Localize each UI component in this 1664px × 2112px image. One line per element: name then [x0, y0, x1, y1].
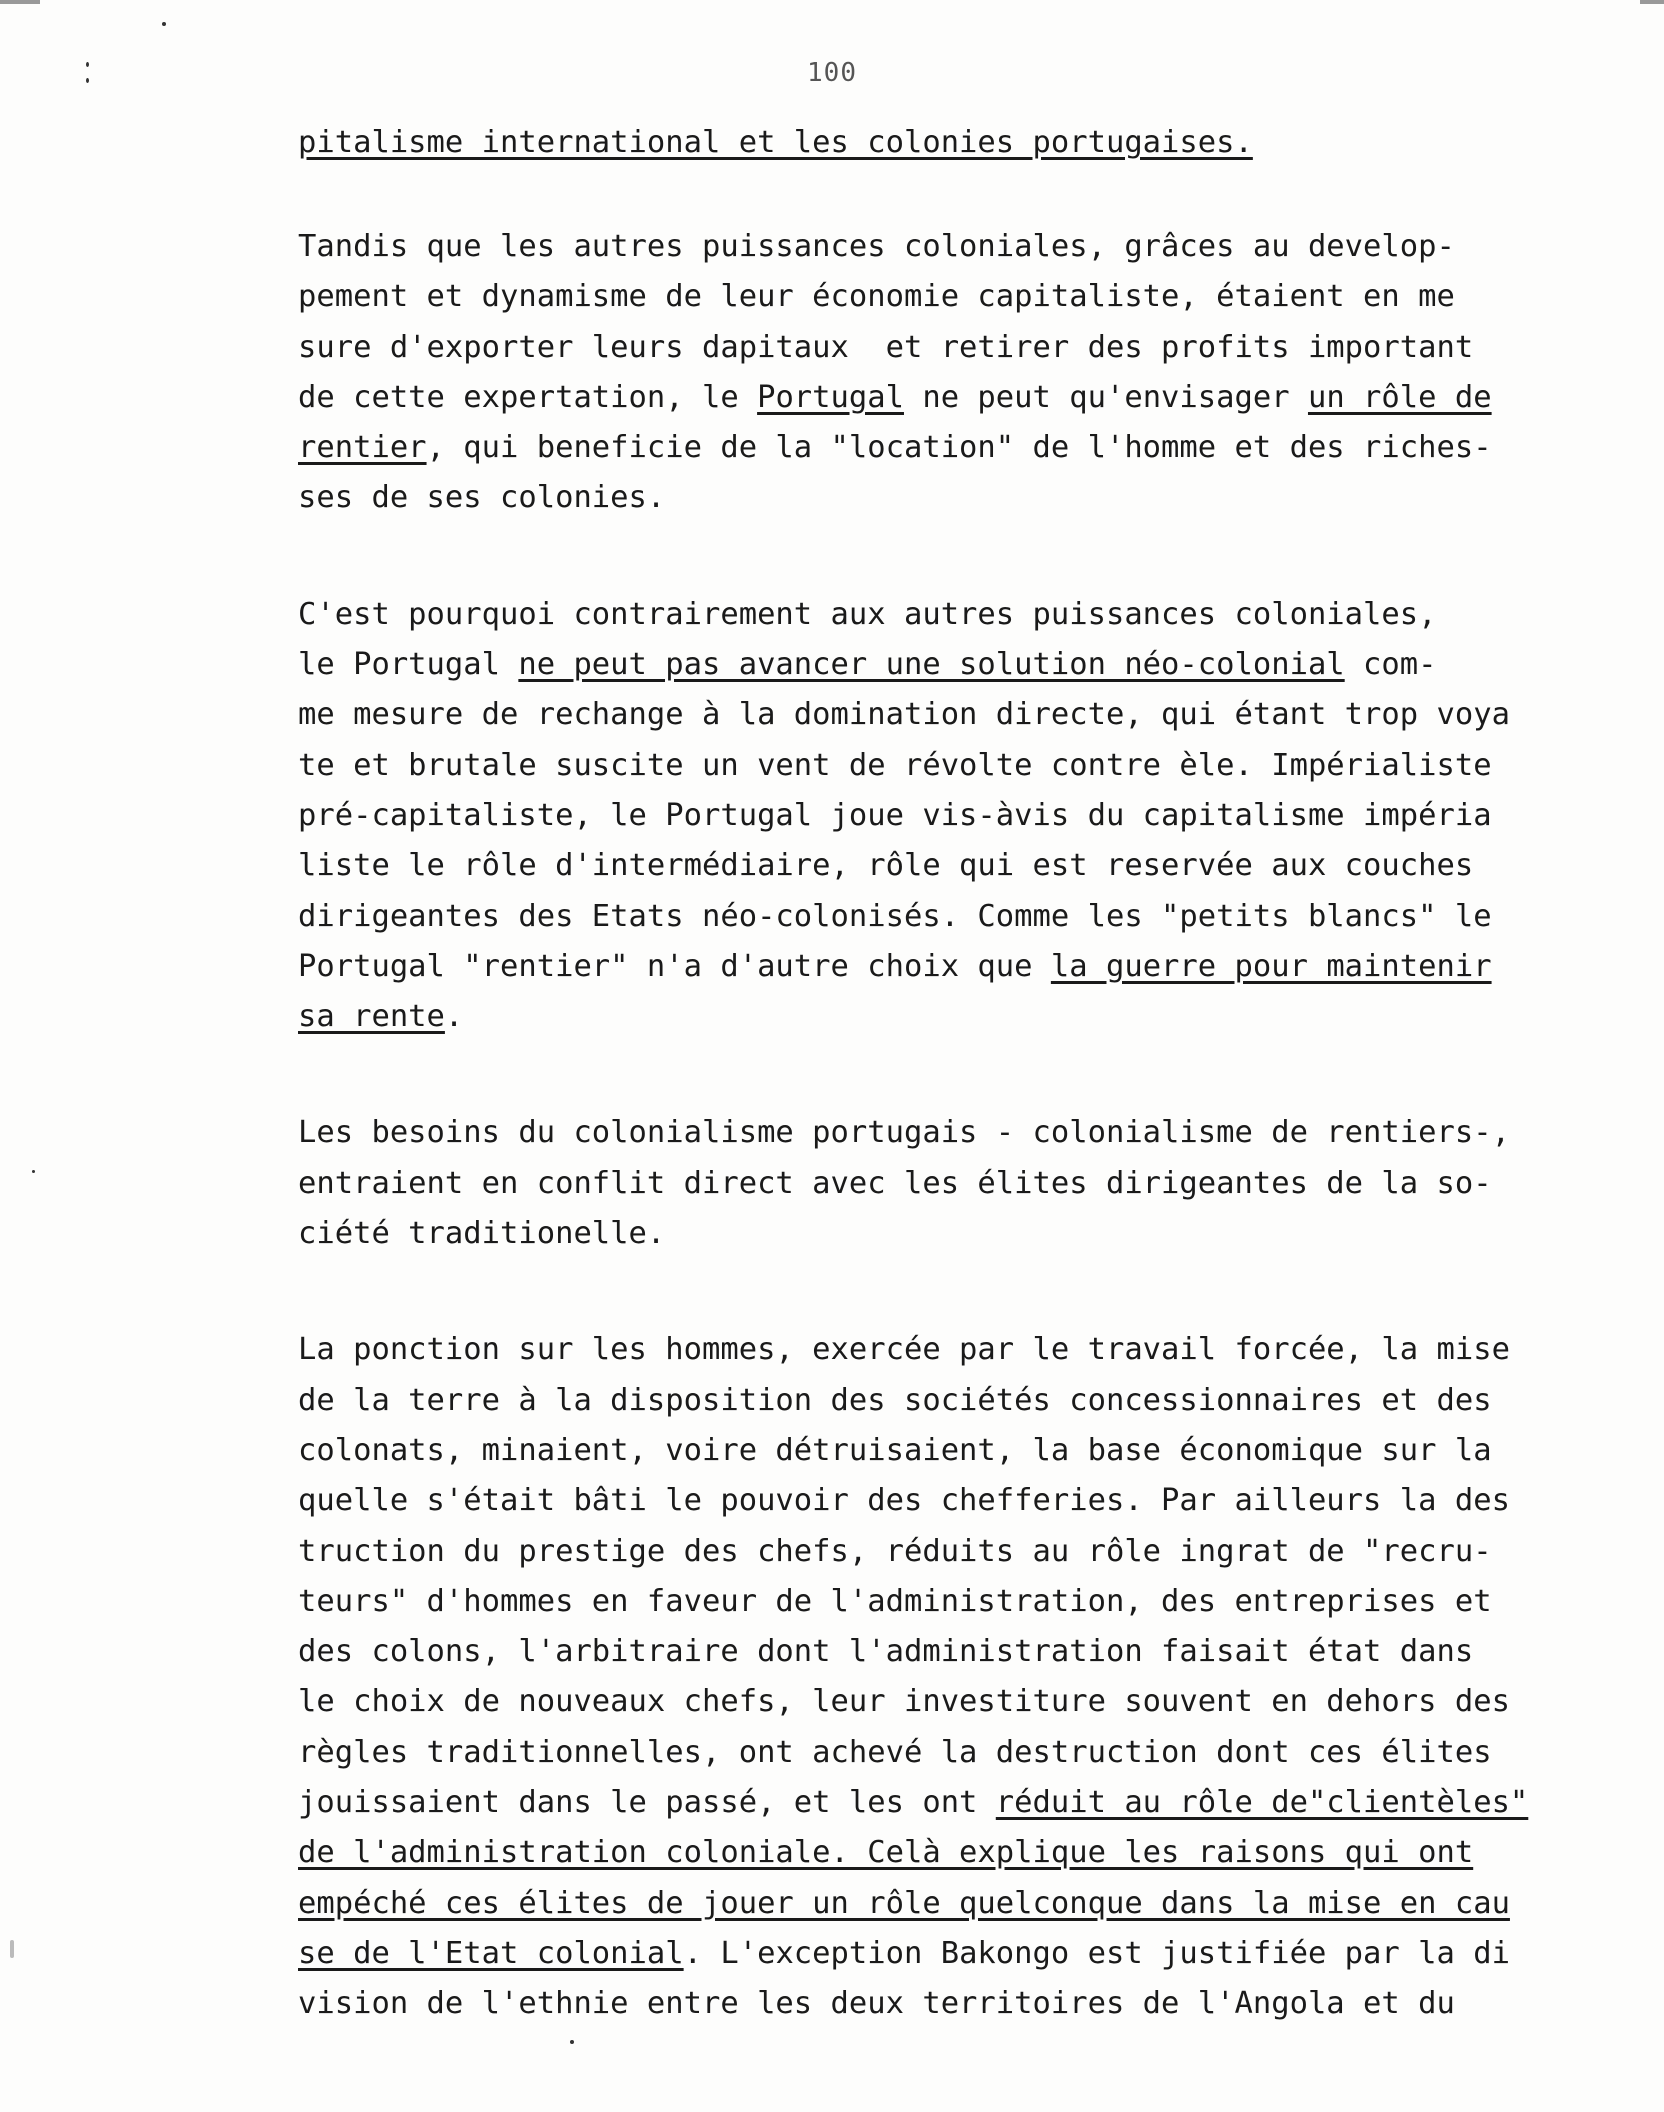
text-fragment: jouissaient dans le passé, et les ont	[298, 1785, 996, 1821]
text-line: le choix de nouveaux chefs, leur investiture souvent en dehors des	[298, 1684, 1510, 1720]
page-number: 100	[807, 58, 857, 88]
text-line: Tandis que les autres puissances coloniales, grâces au develop-	[298, 229, 1455, 264]
text-line-with-underline	[298, 423, 1643, 473]
underlined-solution: ne peut pas avancer une solution néo-colonial	[518, 647, 1345, 683]
text-fragment: de cette expertation, le	[298, 379, 758, 415]
scan-speck	[10, 1940, 14, 1958]
text-line: pré-capitaliste, le Portugal joue vis-àvis du capitalisme impéria	[298, 797, 1492, 833]
text-fragment: le Portugal	[298, 647, 519, 683]
underlined-empeche: empéché ces élites de jouer un rôle quelconque dans la mise en cau	[298, 1885, 1510, 1921]
underlined-clienteles: réduit au rôle de"clientèles"	[995, 1785, 1529, 1821]
underlined-administration: de l'administration coloniale. Celà explique les raisons qui ont	[298, 1835, 1474, 1871]
text-fragment: com-	[1344, 647, 1437, 683]
text-line: ses de ses colonies.	[298, 480, 666, 516]
text-line: vision de l'ethnie entre les deux territoires de l'Angola et du	[298, 1986, 1455, 2022]
text-line: quelle s'était bâti le pouvoir des chefferies. Par ailleurs la des	[298, 1483, 1510, 1519]
text-line-with-underline	[298, 942, 1643, 992]
document-body	[298, 118, 1643, 2030]
text-line-with-underline	[298, 992, 1643, 1042]
text-line: des colons, l'arbitraire dont l'administration faisait état dans	[298, 1634, 1474, 1670]
underlined-etat-colonial: se de l'Etat colonial	[298, 1935, 684, 1971]
scan-speck	[32, 1170, 35, 1173]
text-line: règles traditionnelles, ont achevé la destruction dont ces élites	[298, 1734, 1492, 1770]
text-line: dirigeantes des Etats néo-colonisés. Comme les "petits blancs" le	[298, 898, 1492, 934]
text-line: colonats, minaient, voire détruisaient, la base économique sur la	[298, 1432, 1492, 1468]
text-line: La ponction sur les hommes, exercée par le travail forcée, la mise	[298, 1332, 1510, 1368]
text-line-with-underline	[298, 1929, 1643, 1979]
text-line-with-underline	[298, 1828, 1643, 1878]
text-line: me mesure de rechange à la domination directe, qui étant trop voya	[298, 697, 1510, 733]
text-line: Les besoins du colonialisme portugais - colonialisme de rentiers-,	[298, 1115, 1510, 1151]
scan-speck	[1640, 0, 1664, 4]
text-line-with-underline	[298, 640, 1643, 690]
underlined-rentier: rentier	[298, 430, 427, 466]
paragraph-1	[298, 222, 1643, 524]
paragraph-4	[298, 1325, 1643, 2029]
text-fragment: Portugal "rentier" n'a d'autre choix que	[298, 948, 1051, 984]
scan-speck	[86, 62, 89, 67]
text-line: teurs" d'hommes en faveur de l'administration, des entreprises et	[298, 1583, 1492, 1619]
section-title: pitalisme international et les colonies portugaises.	[298, 125, 1253, 160]
text-fragment: . L'exception Bakongo est justifiée par la di	[683, 1935, 1510, 1971]
text-line: de la terre à la disposition des sociétés concessionnaires et des	[298, 1382, 1492, 1418]
text-line-with-underline	[298, 373, 1643, 423]
text-fragment: .	[444, 999, 464, 1035]
text-line: ciété traditionelle.	[298, 1216, 666, 1252]
paragraph-2	[298, 590, 1643, 1043]
underlined-role: un rôle de	[1307, 379, 1492, 415]
text-line: C'est pourquoi contrairement aux autres puissances coloniales,	[298, 596, 1437, 632]
text-fragment: ne peut qu'envisager	[903, 379, 1308, 415]
underlined-rente: sa rente	[298, 999, 445, 1035]
scan-speck	[570, 2040, 574, 2044]
paragraph-3	[298, 1108, 1643, 1259]
text-line: liste le rôle d'intermédiaire, rôle qui est reservée aux couches	[298, 848, 1474, 884]
text-line: entraient en conflit direct avec les élites dirigeantes de la so-	[298, 1165, 1492, 1201]
text-line: sure d'exporter leurs dapitaux et retirer des profits important	[298, 329, 1474, 365]
text-line-with-underline	[298, 1879, 1643, 1929]
text-fragment: , qui beneficie de la "location" de l'homme et des riches-	[426, 430, 1492, 466]
underlined-portugal: Portugal	[757, 379, 904, 415]
text-line: truction du prestige des chefs, réduits au rôle ingrat de "recru-	[298, 1533, 1492, 1569]
scan-speck	[86, 78, 89, 83]
scan-speck	[162, 22, 166, 26]
scan-speck	[0, 0, 40, 4]
text-line: pement et dynamisme de leur économie capitaliste, étaient en me	[298, 279, 1455, 315]
text-line: te et brutale suscite un vent de révolte contre èle. Impérialiste	[298, 747, 1492, 783]
text-line-with-underline	[298, 1778, 1643, 1828]
underlined-guerre: la guerre pour maintenir	[1050, 948, 1492, 984]
